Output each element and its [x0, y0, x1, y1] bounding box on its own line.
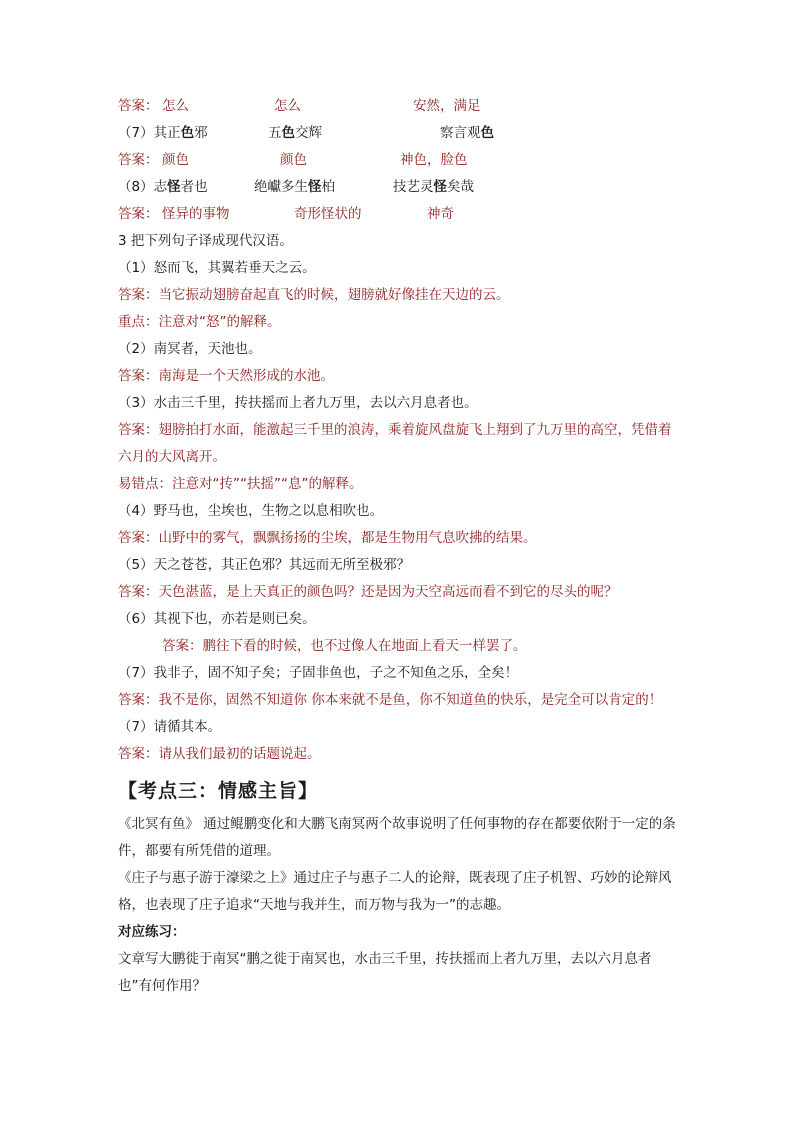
answer-value-2: 颜色 [280, 152, 307, 168]
answer-value-2: 奇形怪状的 [294, 206, 362, 222]
answer-3: 答案：翅膀拍打水面，能激起三千里的浪涛，乘着旋风盘旋飞上翔到了九万里的高空，凭借着六月的大风离开。 [118, 422, 672, 465]
question-phrase-1: （8）志怪者也 [118, 179, 208, 195]
answer-2: 答案：南海是一个天然形成的水池。 [118, 368, 334, 384]
question-phrase-1: （7）其正色邪 [118, 125, 208, 141]
question-phrase-3: 技艺灵怪矣哉 [393, 179, 474, 195]
answer-row-7 [118, 147, 678, 174]
answer-value-1: 怪异的事物 [162, 206, 230, 222]
section-heading: 【考点三：情感主旨】 [118, 780, 319, 802]
note-3: 易错点：注意对“抟”“扶摇”“息”的解释。 [118, 476, 363, 492]
answer-row-8 [118, 201, 678, 228]
answer-value-1: 颜色 [162, 152, 189, 168]
answer-7: 答案：我不是你，固然不知道你 你本来就不是鱼，你不知道鱼的快乐，是完全可以肯定的！ [118, 692, 663, 708]
section-title: 3 把下列句子译成现代汉语。 [118, 233, 293, 249]
question-3: （3）水击三千里，抟扶摇而上者九万里，去以六月息者也。 [118, 395, 478, 411]
answer-value-3: 神奇 [427, 206, 454, 222]
note-1: 重点：注意对“怒”的解释。 [118, 314, 281, 330]
answer-value-2: 怎么 [274, 98, 301, 114]
answer-value-1: 怎么 [162, 98, 189, 114]
answer-6: 答案：鹏往下看的时候，也不过像人在地面上看天一样罢了。 [162, 638, 527, 654]
question-phrase-3: 察言观色 [440, 125, 494, 141]
answer-label: 答案： [118, 206, 159, 222]
question-7: （7）我非子，固不知子矣；子固非鱼也，子之不知鱼之乐，全矣！ [118, 665, 519, 681]
question-5: （5）天之苍苍，其正色邪？其远而无所至极邪？ [118, 557, 411, 573]
question-8: （7）请循其本。 [118, 719, 222, 735]
answer-4: 答案：山野中的雾气，飘飘扬扬的尘埃，都是生物用气息吹拂的结果。 [118, 530, 537, 546]
question-1: （1）怒而飞，其翼若垂天之云。 [118, 260, 316, 276]
theme-paragraph-2: 《庄子与惠子游于濠梁之上》通过庄子与惠子二人的论辩，既表现了庄子机智、巧妙的论辩风格，也表现了庄子追求“天地与我并生，而万物与我为一”的志趣。 [118, 870, 672, 913]
practice-question: 文章写大鹏徙于南冥“鹏之徙于南冥也，水击三千里，抟扶摇而上者九万里，去以六月息者也”有何作用？ [118, 951, 652, 994]
question-phrase-2: 绝巘多生怪柏 [254, 179, 335, 195]
answer-value-3: 安然，满足 [413, 98, 481, 114]
question-row-7 [118, 120, 678, 147]
answer-1: 答案：当它振动翅膀奋起直飞的时候，翅膀就好像挂在天边的云。 [118, 287, 510, 303]
answer-5: 答案：天色湛蓝，是上天真正的颜色吗？还是因为天空高远而看不到它的尽头的呢？ [118, 584, 618, 600]
question-6: （6）其视下也，亦若是则已矣。 [118, 611, 316, 627]
question-row-8 [118, 174, 678, 201]
answer-row-6 [118, 93, 678, 120]
practice-label: 对应练习： [118, 924, 186, 940]
theme-paragraph-1: 《北冥有鱼》 通过鲲鹏变化和大鹏飞南冥两个故事说明了任何事物的存在都要依附于一定的条件，都要有所凭借的道理。 [118, 816, 676, 859]
answer-label: 答案： [118, 98, 159, 114]
answer-label: 答案： [118, 152, 159, 168]
question-phrase-2: 五色交辉 [268, 125, 322, 141]
question-4: （4）野马也，尘埃也，生物之以息相吹也。 [118, 503, 384, 519]
answer-value-3: 神色，脸色 [400, 152, 468, 168]
answer-8: 答案：请从我们最初的话题说起。 [118, 746, 321, 762]
question-2: （2）南冥者，天池也。 [118, 341, 262, 357]
document-page [118, 93, 678, 1000]
